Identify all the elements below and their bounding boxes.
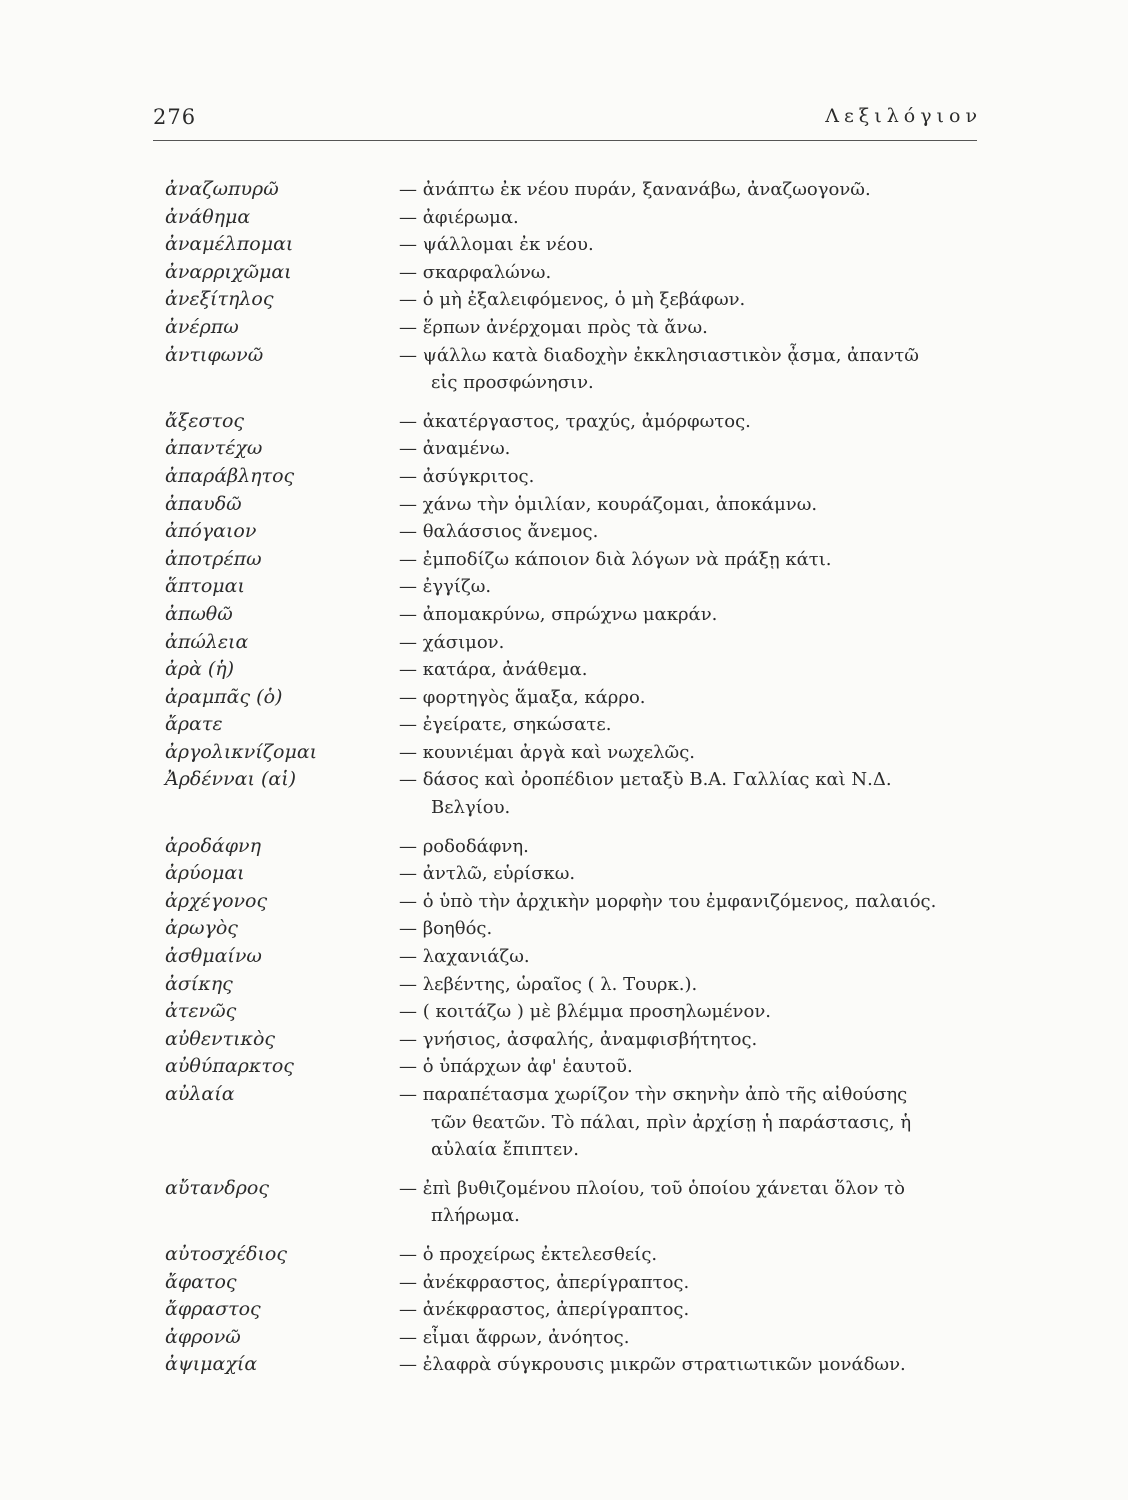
entry-definition bbox=[399, 1026, 985, 1054]
entry-definition bbox=[399, 860, 985, 888]
definition-line: — γνήσιος, ἀσφαλής, ἀναμφισβήτητος. bbox=[399, 1028, 758, 1050]
definition-line: πλήρωμα. bbox=[431, 1205, 520, 1227]
definition-line: — ἀπομακρύνω, σπρώχνω μακράν. bbox=[399, 603, 718, 625]
definition-line: — ἐμποδίζω κάποιον διὰ λόγων νὰ πράξῃ κάτι. bbox=[399, 548, 832, 570]
definition-line: — ἀντλῶ, εὑρίσκω. bbox=[399, 863, 576, 885]
definition-line: — ( κοιτάζω ) μὲ βλέμμα προσηλωμένον. bbox=[399, 1001, 771, 1023]
glossary-entry bbox=[165, 915, 985, 943]
definition-line: αὐλαία ἔπιπτεν. bbox=[431, 1139, 579, 1161]
definition-line: — ὁ προχείρως ἐκτελεσθείς. bbox=[399, 1243, 658, 1265]
entry-term: αὐθεντικὸς bbox=[165, 1027, 276, 1050]
definition-line: — ἀκατέργαστος, τραχύς, ἀμόρφωτος. bbox=[399, 410, 751, 432]
entry-term: ἀπαράβλητος bbox=[165, 464, 295, 487]
definition-line: — ἀφιέρωμα. bbox=[399, 206, 519, 228]
glossary-entry bbox=[165, 684, 985, 712]
definition-line: — λαχανιάζω. bbox=[399, 946, 530, 968]
entry-definition bbox=[399, 1241, 985, 1269]
entry-definition bbox=[399, 971, 985, 999]
definition-line: — ροδοδάφνη. bbox=[399, 835, 529, 857]
entry-definition bbox=[399, 1269, 985, 1297]
glossary-entry bbox=[165, 601, 985, 629]
entry-spacer bbox=[165, 1230, 985, 1241]
entry-definition bbox=[399, 833, 985, 861]
glossary-entry bbox=[165, 314, 985, 342]
entry-term: ἀνάθημα bbox=[165, 205, 251, 228]
definition-line: — ἐγείρατε, σηκώσατε. bbox=[399, 714, 612, 736]
entry-definition bbox=[399, 601, 985, 629]
entry-definition bbox=[399, 204, 985, 232]
glossary-entry bbox=[165, 711, 985, 739]
definition-line: — ψάλλω κατὰ διαδοχὴν ἐκκλησιαστικὸν ᾆσμα, ἀπαντῶ bbox=[399, 344, 919, 366]
definition-line: — ἀνάπτω ἐκ νέου πυράν, ξανανάβω, ἀναζωογονῶ. bbox=[399, 179, 871, 200]
glossary-entry bbox=[165, 656, 985, 684]
entry-definition bbox=[399, 259, 985, 287]
entry-definition bbox=[399, 1296, 985, 1324]
glossary-entry bbox=[165, 1296, 985, 1324]
entry-spacer bbox=[165, 397, 985, 408]
entry-definition bbox=[399, 408, 985, 436]
entry-definition bbox=[399, 1324, 985, 1352]
glossary-entry bbox=[165, 1081, 985, 1164]
entry-term: αὔτανδρος bbox=[165, 1176, 269, 1199]
glossary-entry bbox=[165, 629, 985, 657]
definition-line: — δάσος καὶ ὀροπέδιον μεταξὺ Β.Α. Γαλλίας καὶ Ν.Δ. bbox=[399, 769, 892, 791]
entry-definition bbox=[399, 888, 985, 916]
glossary-entry bbox=[165, 1175, 985, 1230]
glossary-entry bbox=[165, 1351, 985, 1379]
definition-line: — σκαρφαλώνω. bbox=[399, 261, 552, 283]
entry-definition bbox=[399, 314, 985, 342]
glossary-entry bbox=[165, 408, 985, 436]
glossary-entry bbox=[165, 1269, 985, 1297]
glossary-entry bbox=[165, 1053, 985, 1081]
glossary-entry bbox=[165, 860, 985, 888]
glossary-entry bbox=[165, 259, 985, 287]
definition-line: — χάσιμον. bbox=[399, 631, 505, 653]
entry-term: ἀσίκης bbox=[165, 972, 233, 995]
glossary-entry bbox=[165, 176, 985, 204]
entry-term: ἀναρριχῶμαι bbox=[165, 260, 292, 283]
entry-definition bbox=[399, 1351, 985, 1379]
definition-line: — ὁ μὴ ἐξαλειφόμενος, ὁ μὴ ξεβάφων. bbox=[399, 289, 746, 311]
entry-term: ἀποτρέπω bbox=[165, 547, 262, 570]
definition-line: — ψάλλομαι ἐκ νέου. bbox=[399, 234, 594, 256]
glossary-entry bbox=[165, 833, 985, 861]
entry-term: ἀροδάφνη bbox=[165, 834, 261, 857]
entry-term: Ἀρδένναι (αἱ) bbox=[165, 768, 297, 791]
entry-term: ἀπωθῶ bbox=[165, 602, 233, 625]
definition-line: — παραπέτασμα χωρίζον τὴν σκηνὴν ἀπὸ τῆς αἰθούσης bbox=[399, 1084, 908, 1105]
entry-term: αὐτοσχέδιος bbox=[165, 1242, 287, 1265]
header-rule bbox=[153, 140, 977, 141]
entry-definition bbox=[399, 656, 985, 684]
glossary-entry bbox=[165, 463, 985, 491]
entry-term: ἀψιμαχία bbox=[165, 1353, 258, 1376]
entry-term: ἀφρονῶ bbox=[165, 1325, 241, 1348]
entry-term: ἀρχέγονος bbox=[165, 889, 268, 912]
definition-line: τῶν θεατῶν. Τὸ πάλαι, πρὶν ἀρχίσῃ ἡ παράστασις, ἡ bbox=[431, 1111, 912, 1133]
glossary-entry bbox=[165, 573, 985, 601]
entry-definition bbox=[399, 1081, 985, 1164]
definition-line: — ἀνέκφραστος, ἀπερίγραπτος. bbox=[399, 1299, 690, 1321]
glossary-entry bbox=[165, 435, 985, 463]
entry-term: ἀντιφωνῶ bbox=[165, 343, 264, 366]
definition-line: — ὁ ὑπὸ τὴν ἀρχικὴν μορφὴν του ἐμφανιζόμενος, παλαιός. bbox=[399, 890, 937, 912]
glossary-entry bbox=[165, 1026, 985, 1054]
entry-term: ἀναμέλπομαι bbox=[165, 233, 294, 256]
entry-definition bbox=[399, 518, 985, 546]
definition-line: — ἕρπων ἀνέρχομαι πρὸς τὰ ἄνω. bbox=[399, 316, 708, 338]
entry-definition bbox=[399, 766, 985, 821]
page-number: 276 bbox=[153, 105, 197, 129]
glossary-entry bbox=[165, 998, 985, 1026]
entry-term: ἀτενῶς bbox=[165, 1000, 237, 1023]
glossary-list bbox=[165, 176, 985, 1379]
glossary-entry bbox=[165, 1324, 985, 1352]
definition-line: εἰς προσφώνησιν. bbox=[431, 372, 594, 394]
entry-term: ἀπαυδῶ bbox=[165, 492, 242, 515]
glossary-entry bbox=[165, 888, 985, 916]
definition-line: — ἀσύγκριτος. bbox=[399, 465, 535, 487]
entry-term: αὐθύπαρκτος bbox=[165, 1055, 294, 1078]
glossary-entry bbox=[165, 739, 985, 767]
entry-definition bbox=[399, 739, 985, 767]
definition-line: — ἐπὶ βυθιζομένου πλοίου, τοῦ ὁποίου χάνεται ὅλον τὸ bbox=[399, 1177, 905, 1199]
entry-definition bbox=[399, 998, 985, 1026]
definition-line: — ἐγγίζω. bbox=[399, 576, 492, 598]
entry-definition bbox=[399, 435, 985, 463]
entry-definition bbox=[399, 684, 985, 712]
definition-line: — θαλάσσιος ἄνεμος. bbox=[399, 521, 599, 543]
entry-definition bbox=[399, 1175, 985, 1230]
entry-definition bbox=[399, 176, 985, 204]
definition-line: — ἀνέκφραστος, ἀπερίγραπτος. bbox=[399, 1271, 690, 1293]
entry-term: ἀπώλεια bbox=[165, 630, 249, 653]
definition-line: Βελγίου. bbox=[431, 797, 511, 819]
glossary-entry bbox=[165, 231, 985, 259]
entry-term: αὐλαία bbox=[165, 1083, 235, 1105]
entry-term: ἀναζωπυρῶ bbox=[165, 178, 279, 200]
definition-line: — κουνιέμαι ἀργὰ καὶ νωχελῶς. bbox=[399, 741, 696, 763]
entry-term: ἀνεξίτηλος bbox=[165, 288, 274, 311]
definition-line: — ἐλαφρὰ σύγκρουσις μικρῶν στρατιωτικῶν μονάδων. bbox=[399, 1354, 906, 1376]
glossary-entry bbox=[165, 943, 985, 971]
entry-term: ἀσθμαίνω bbox=[165, 945, 262, 968]
entry-definition bbox=[399, 286, 985, 314]
entry-definition bbox=[399, 573, 985, 601]
entry-definition bbox=[399, 711, 985, 739]
entry-definition bbox=[399, 231, 985, 259]
glossary-entry bbox=[165, 766, 985, 821]
glossary-entry bbox=[165, 342, 985, 397]
entry-definition bbox=[399, 546, 985, 574]
entry-term: ἄξεστος bbox=[165, 409, 245, 432]
glossary-entry bbox=[165, 971, 985, 999]
entry-definition bbox=[399, 491, 985, 519]
entry-term: ἀρύομαι bbox=[165, 862, 245, 885]
definition-line: — εἶμαι ἄφρων, ἀνόητος. bbox=[399, 1326, 630, 1348]
glossary-entry bbox=[165, 491, 985, 519]
definition-line: — χάνω τὴν ὁμιλίαν, κουράζομαι, ἀποκάμνω. bbox=[399, 493, 818, 515]
definition-line: — κατάρα, ἀνάθεμα. bbox=[399, 659, 588, 681]
entry-definition bbox=[399, 342, 985, 397]
entry-term: ἀρωγὸς bbox=[165, 917, 238, 940]
glossary-entry bbox=[165, 286, 985, 314]
entry-term: ἄρατε bbox=[165, 713, 223, 736]
entry-spacer bbox=[165, 822, 985, 833]
entry-definition bbox=[399, 1053, 985, 1081]
entry-term: ἀργολικνίζομαι bbox=[165, 740, 318, 763]
definition-line: — λεβέντης, ὡραῖος ( λ. Τουρκ.). bbox=[399, 973, 698, 995]
entry-definition bbox=[399, 463, 985, 491]
definition-line: — ὁ ὑπάρχων ἀφ' ἑαυτοῦ. bbox=[399, 1056, 633, 1078]
definition-line: — βοηθός. bbox=[399, 918, 493, 940]
entry-term: ἀρὰ (ἡ) bbox=[165, 658, 235, 681]
entry-term: ἀραμπᾶς (ὁ) bbox=[165, 685, 283, 708]
glossary-entry bbox=[165, 1241, 985, 1269]
entry-term: ἅπτομαι bbox=[165, 575, 245, 598]
definition-line: — ἀναμένω. bbox=[399, 438, 511, 460]
glossary-entry bbox=[165, 546, 985, 574]
entry-term: ἀνέρπω bbox=[165, 315, 239, 338]
entry-definition bbox=[399, 943, 985, 971]
entry-term: ἄφραστος bbox=[165, 1298, 261, 1321]
entry-term: ἀπόγαιον bbox=[165, 520, 257, 543]
definition-line: — φορτηγὸς ἅμαξα, κάρρο. bbox=[399, 686, 646, 708]
glossary-entry bbox=[165, 518, 985, 546]
entry-term: ἄφατος bbox=[165, 1270, 237, 1293]
entry-spacer bbox=[165, 1164, 985, 1175]
entry-definition bbox=[399, 915, 985, 943]
glossary-entry bbox=[165, 204, 985, 232]
running-title: Λεξιλόγιον bbox=[825, 105, 982, 127]
entry-definition bbox=[399, 629, 985, 657]
entry-term: ἀπαντέχω bbox=[165, 437, 263, 460]
